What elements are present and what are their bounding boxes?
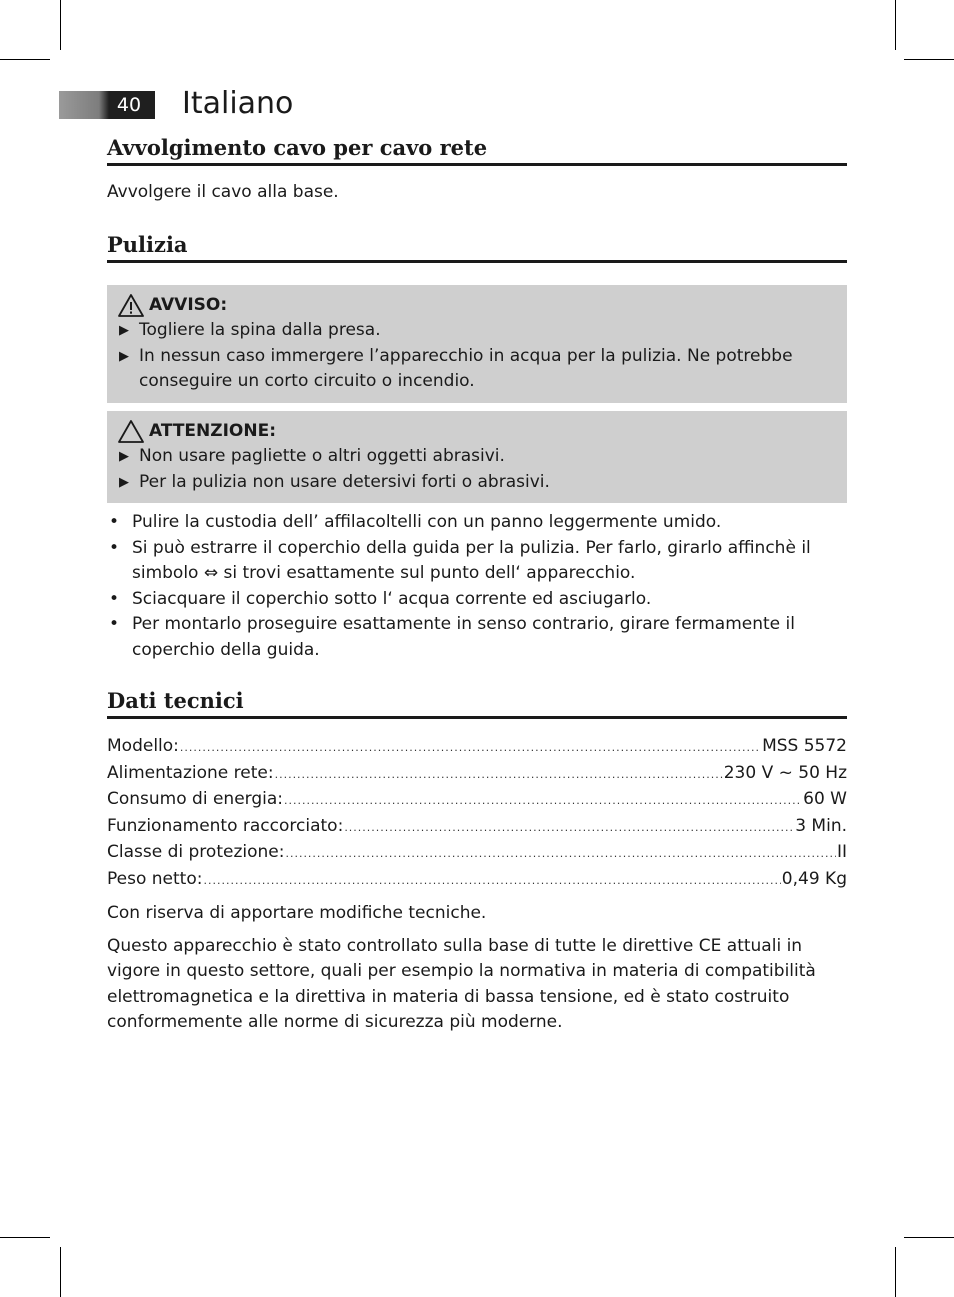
- crop-mark: [895, 0, 896, 50]
- crop-mark: [895, 1247, 896, 1297]
- spec-label: Funzionamento raccorciato:: [107, 815, 344, 836]
- list-item-text: Si può estrarre il coperchio della guida per la pulizia. Per farlo, girarlo affinchè il simbolo ⇔ si trovi esattamente sul punto dell‘ apparecchio.: [132, 537, 811, 583]
- technical-note: Con riserva di apportare modifiche tecniche.: [107, 903, 487, 923]
- warning-box: [107, 285, 847, 403]
- caution-title-text: ATTENZIONE:: [149, 421, 277, 441]
- list-item-text: Pulire la custodia dell’ affilacoltelli con un panno leggermente umido.: [132, 512, 722, 532]
- spec-value: 0,49 Kg: [781, 868, 847, 889]
- spec-table: [107, 734, 847, 893]
- warning-item-text: In nessun caso immergere l’apparecchio in acqua per la pulizia. Ne potrebbe conseguire un corto circuito o incendio.: [139, 345, 793, 391]
- section-cleaning: [107, 232, 847, 263]
- warning-triangle-icon: [117, 419, 145, 444]
- caution-box-title: [117, 419, 847, 444]
- arrow-right-icon: ▶: [119, 323, 129, 338]
- spec-row: [107, 761, 847, 788]
- bullet-dot-icon: •: [109, 537, 120, 558]
- bullet-dot-icon: •: [109, 588, 120, 609]
- spec-value: 230 V ~ 50 Hz: [723, 762, 847, 783]
- list-item: [107, 612, 847, 663]
- leader-dots: [275, 762, 723, 788]
- arrow-right-icon: ▶: [119, 474, 129, 490]
- crop-mark: [904, 59, 954, 60]
- caution-item: [117, 444, 847, 470]
- leader-dots: [203, 868, 780, 894]
- caution-box: [107, 411, 847, 503]
- cleaning-instructions: [107, 510, 847, 663]
- warning-title-text: AVVISO:: [149, 295, 228, 315]
- spec-value: II: [836, 842, 847, 862]
- section-heading: Dati tecnici: [107, 688, 847, 719]
- page-title: Italiano: [182, 86, 294, 121]
- section-tech: [107, 688, 847, 1036]
- caution-item-text: Per la pulizia non usare detersivi forti o abrasivi.: [139, 471, 550, 492]
- spec-label: Peso netto:: [107, 868, 203, 889]
- spec-row: [107, 734, 847, 761]
- spec-label: Alimentazione rete:: [107, 762, 274, 783]
- bullet-list: [107, 510, 847, 663]
- crop-mark: [904, 1237, 954, 1238]
- caution-item-text: Non usare pagliette o altri oggetti abrasivi.: [139, 446, 505, 466]
- list-item-text: Sciacquare il coperchio sotto l‘ acqua corrente ed asciugarlo.: [132, 588, 652, 609]
- crop-mark: [0, 1237, 50, 1238]
- section-heading: Pulizia: [107, 232, 847, 263]
- spec-value: 60 W: [803, 789, 847, 809]
- crop-mark: [0, 59, 50, 60]
- list-item: [107, 510, 847, 536]
- leader-dots: [180, 735, 761, 761]
- spec-label: Consumo di energia:: [107, 789, 284, 809]
- compliance-paragraph: Questo apparecchio è stato controllato sulla base di tutte le direttive CE attuali in vigore in questo settore, quali per esempio la normativa in materia di compatibilità elettromagnetica e la direttiva in materia di bassa tensione, ed è stato costruito conformemente alle norme di sicurezza più moderne.: [107, 935, 816, 1032]
- warning-item-text: Togliere la spina dalla presa.: [139, 320, 381, 340]
- warning-box-title: [117, 293, 847, 318]
- paragraph: Avvolgere il cavo alla base.: [107, 182, 339, 202]
- arrow-right-icon: ▶: [119, 449, 129, 464]
- spec-value: 3 Min.: [795, 815, 847, 836]
- spec-row: [107, 840, 847, 867]
- section-heading: Avvolgimento cavo per cavo rete: [107, 135, 847, 166]
- spec-label: Modello:: [107, 736, 179, 756]
- leader-dots: [284, 788, 802, 814]
- bullet-dot-icon: •: [109, 512, 120, 532]
- spec-row: [107, 814, 847, 841]
- spec-row: [107, 867, 847, 894]
- list-item: [107, 536, 847, 587]
- bullet-dot-icon: •: [109, 614, 120, 634]
- spec-row: [107, 787, 847, 814]
- warning-triangle-icon: [117, 293, 145, 318]
- crop-mark: [60, 0, 61, 50]
- list-item: [107, 587, 847, 613]
- spec-label: Classe di protezione:: [107, 842, 285, 862]
- spec-value: MSS 5572: [762, 736, 847, 756]
- warning-item: [117, 344, 847, 395]
- page-number: 40: [116, 94, 142, 116]
- list-item-text: Per montarlo proseguire esattamente in senso contrario, girare fermamente il coperchio della guida.: [132, 614, 795, 660]
- caution-item: [117, 470, 847, 496]
- crop-mark: [60, 1247, 61, 1297]
- leader-dots: [344, 815, 794, 841]
- leader-dots: [285, 841, 836, 867]
- section-cable: [107, 135, 847, 206]
- warning-item: [117, 318, 847, 344]
- arrow-right-icon: ▶: [119, 348, 129, 364]
